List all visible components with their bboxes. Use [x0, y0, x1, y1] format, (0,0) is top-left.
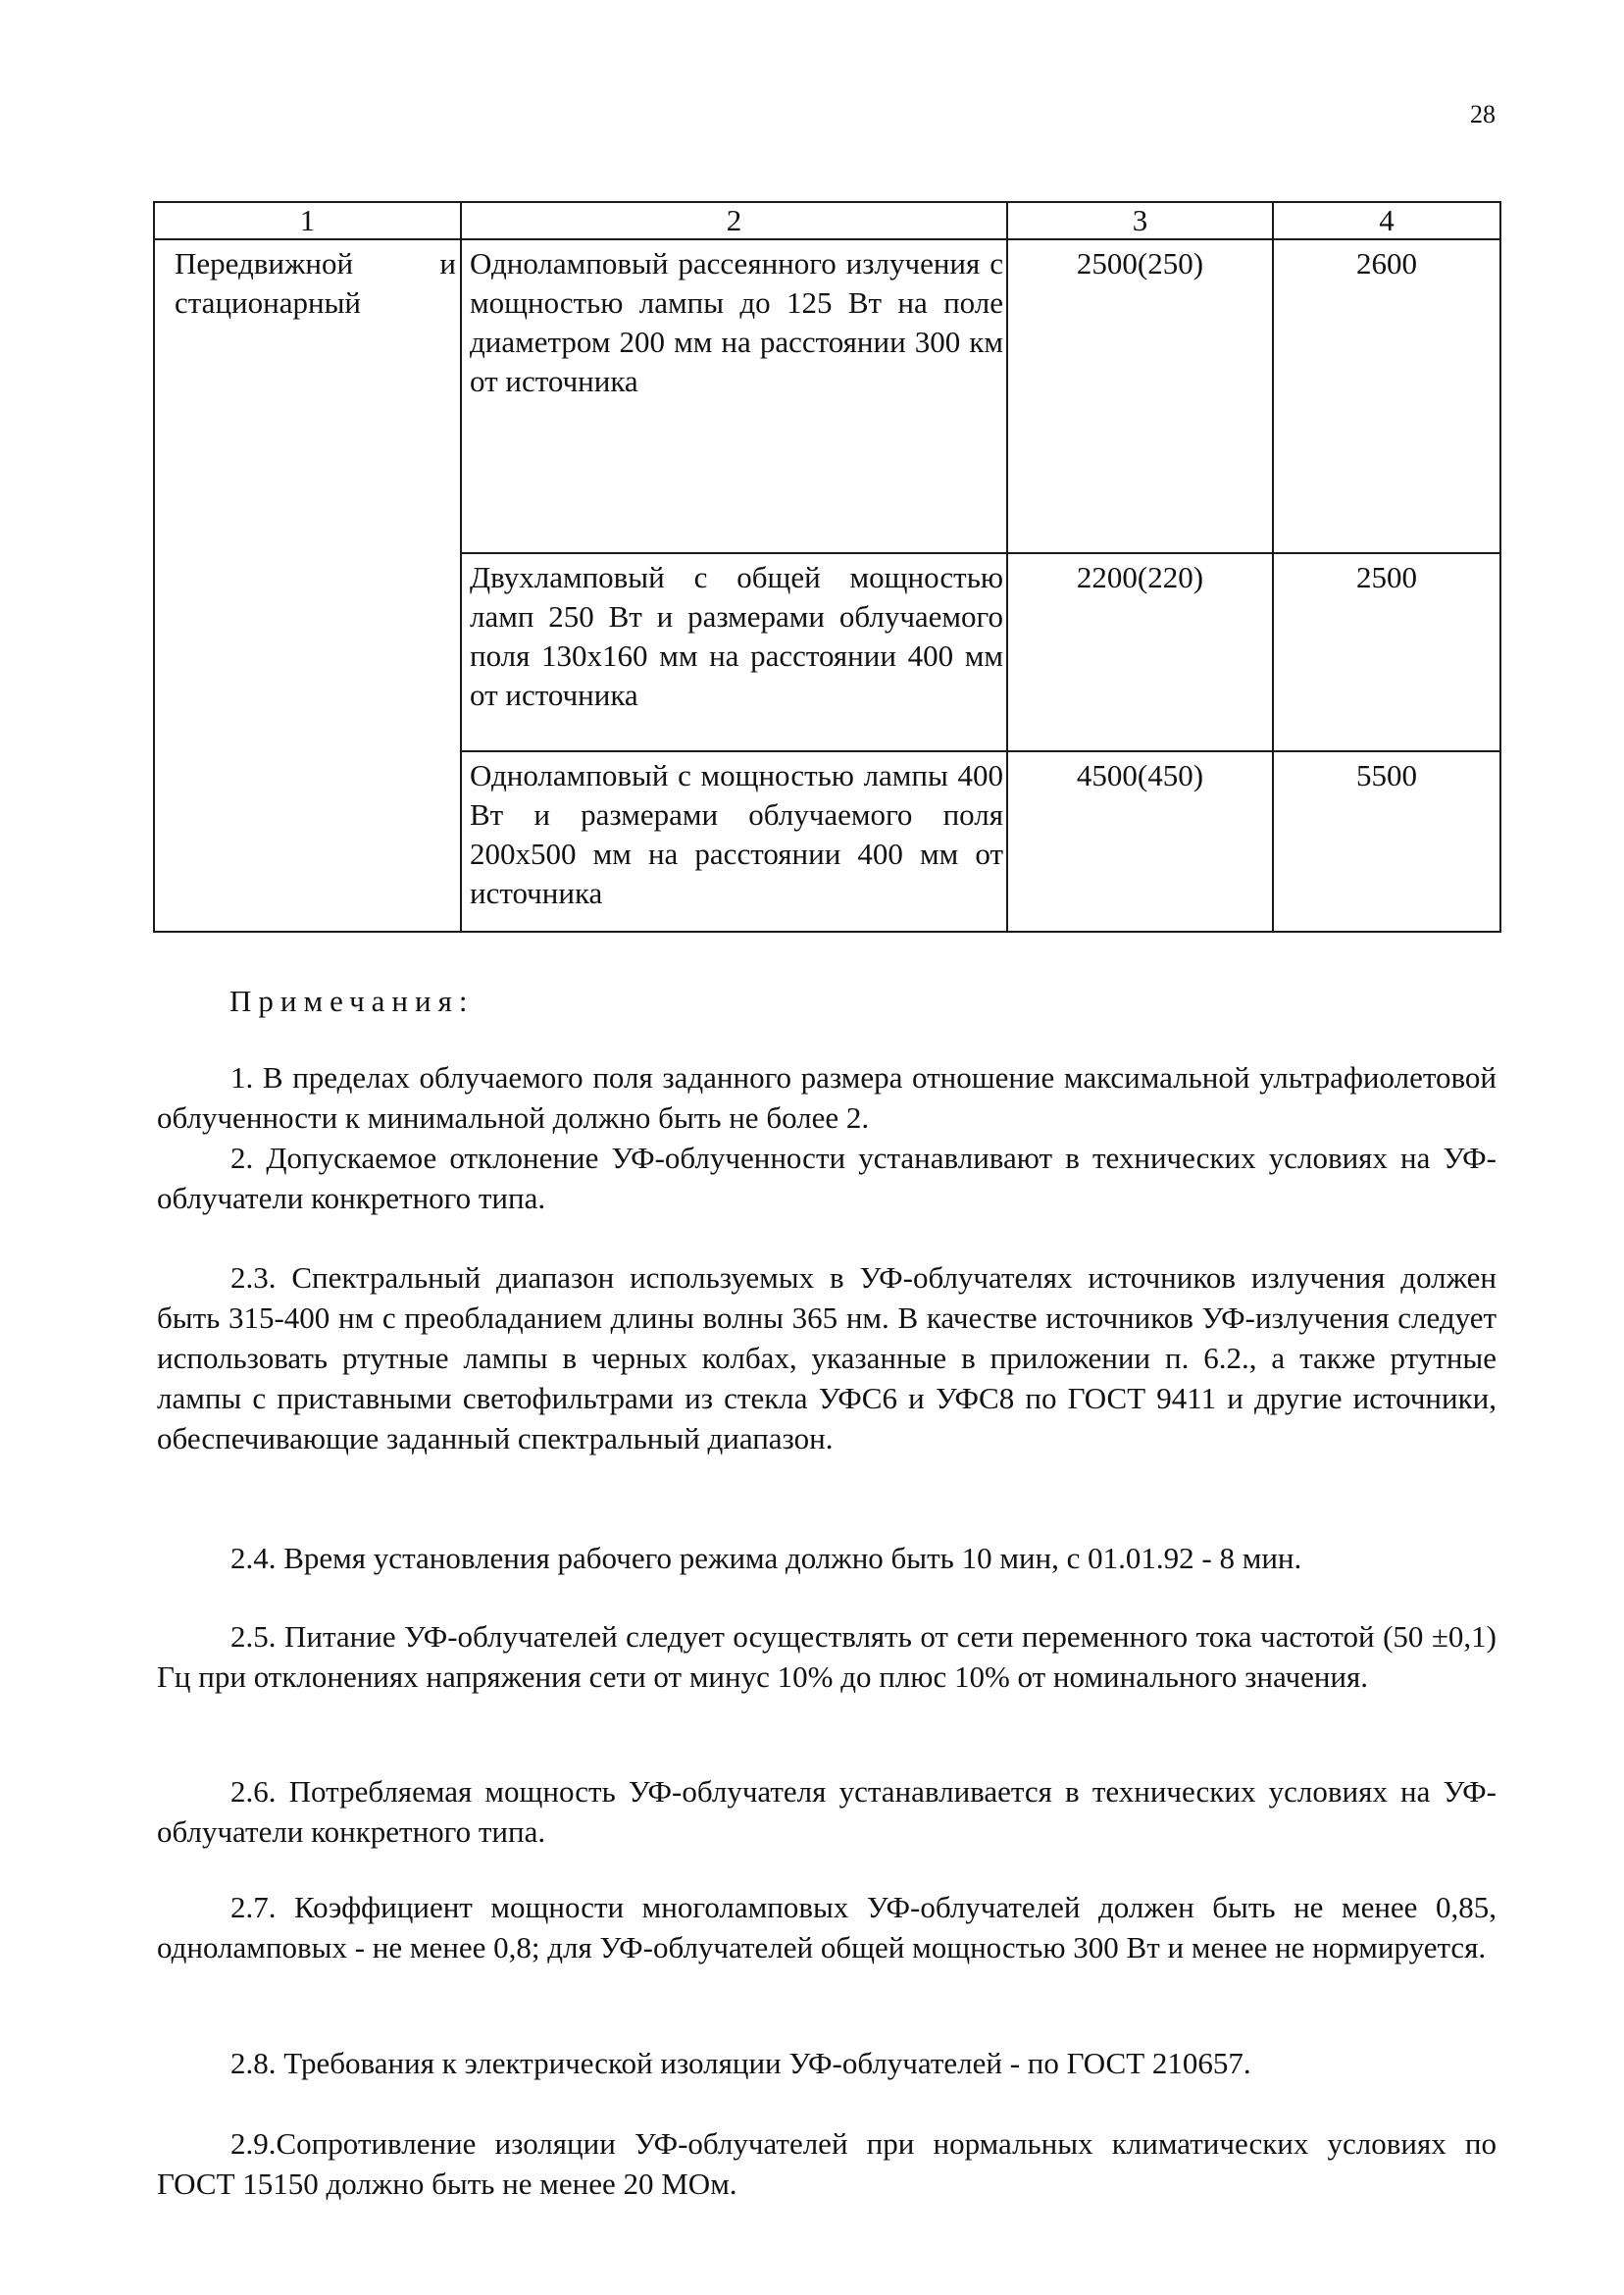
column-header: 2 [461, 202, 1007, 239]
table-header-row [154, 202, 1500, 239]
irradiance-value-cell: 2500 [1273, 553, 1500, 751]
paragraph-2-7: 2.7. Коэффициент мощности многоламповых УФ-облучателей должен быть не менее 0,85, одноламповых - не менее 0,8; для УФ-облучателей общей мощностью 300 Вт и менее не нормируется. [157, 1890, 1497, 1964]
irradiator-description-cell: Двухламповый с общей мощностью ламп 250 Вт и размерами облучаемого поля 130х160 мм на расстоянии 400 мм от источника [461, 553, 1007, 751]
table-row [154, 239, 1500, 553]
paragraph-2-6: 2.6. Потребляемая мощность УФ-облучателя устанавливается в технических условиях на УФ-облучатели конкретного типа. [157, 1774, 1497, 1849]
irradiator-description-cell: Одноламповый с мощностью лампы 400 Вт и размерами облучаемого поля 200х500 мм на расстоянии 400 мм от источника [461, 751, 1007, 932]
irradiator-type-cell: Передвижной и стационарный [154, 239, 461, 932]
irradiance-value-cell: 2600 [1273, 239, 1500, 553]
note-item: 2. Допускаемое отклонение УФ-облученности устанавливают в технических условиях на УФ-облучатели конкретного типа. [157, 1141, 1497, 1215]
specification-table [153, 201, 1501, 933]
paragraph-2-3: 2.3. Спектральный диапазон используемых в УФ-облучателях источников излучения должен быть 315-400 нм с преобладанием длины волны 365 нм. В качестве источников УФ-излучения следует использовать ртутные лампы в черных колбах, указанные в приложении п. 6.2., а также ртутные лампы с приставными светофильтрами из стекла УФС6 и УФС8 по ГОСТ 9411 и другие источники, обеспечивающие заданный спектральный диапазон. [157, 1260, 1497, 1455]
note-item: 1. В пределах облучаемого поля заданного размера отношение максимальной ультрафиолетовой облученности к минимальной должно быть не более 2. [157, 1060, 1497, 1135]
column-header: 4 [1273, 202, 1500, 239]
paragraph-2-8: 2.8. Требования к электрической изоляции УФ-облучателей - по ГОСТ 210657. [230, 2046, 1251, 2080]
irradiance-value-cell: 2500(250) [1007, 239, 1273, 553]
column-header: 3 [1007, 202, 1273, 239]
irradiance-value-cell: 4500(450) [1007, 751, 1273, 932]
paragraph-2-4: 2.4. Время установления рабочего режима должно быть 10 мин, с 01.01.92 - 8 мин. [230, 1541, 1302, 1575]
column-header: 1 [154, 202, 461, 239]
irradiance-value-cell: 5500 [1273, 751, 1500, 932]
irradiance-value-cell: 2200(220) [1007, 553, 1273, 751]
paragraph-2-9: 2.9.Сопротивление изоляции УФ-облучателей при нормальных климатических условиях по ГОСТ 15150 должно быть не менее 20 МОм. [157, 2126, 1497, 2201]
page-number: 28 [1470, 100, 1496, 128]
irradiator-description-cell: Одноламповый рассеянного излучения с мощностью лампы до 125 Вт на поле диаметром 200 мм на расстоянии 300 км от источника [461, 239, 1007, 553]
paragraph-2-5: 2.5. Питание УФ-облучателей следует осуществлять от сети переменного тока частотой (50 ±0,1) Гц при отклонениях напряжения сети от минус 10% до плюс 10% от номинального значения. [157, 1619, 1497, 1694]
notes-heading: Примечания: [229, 984, 475, 1018]
